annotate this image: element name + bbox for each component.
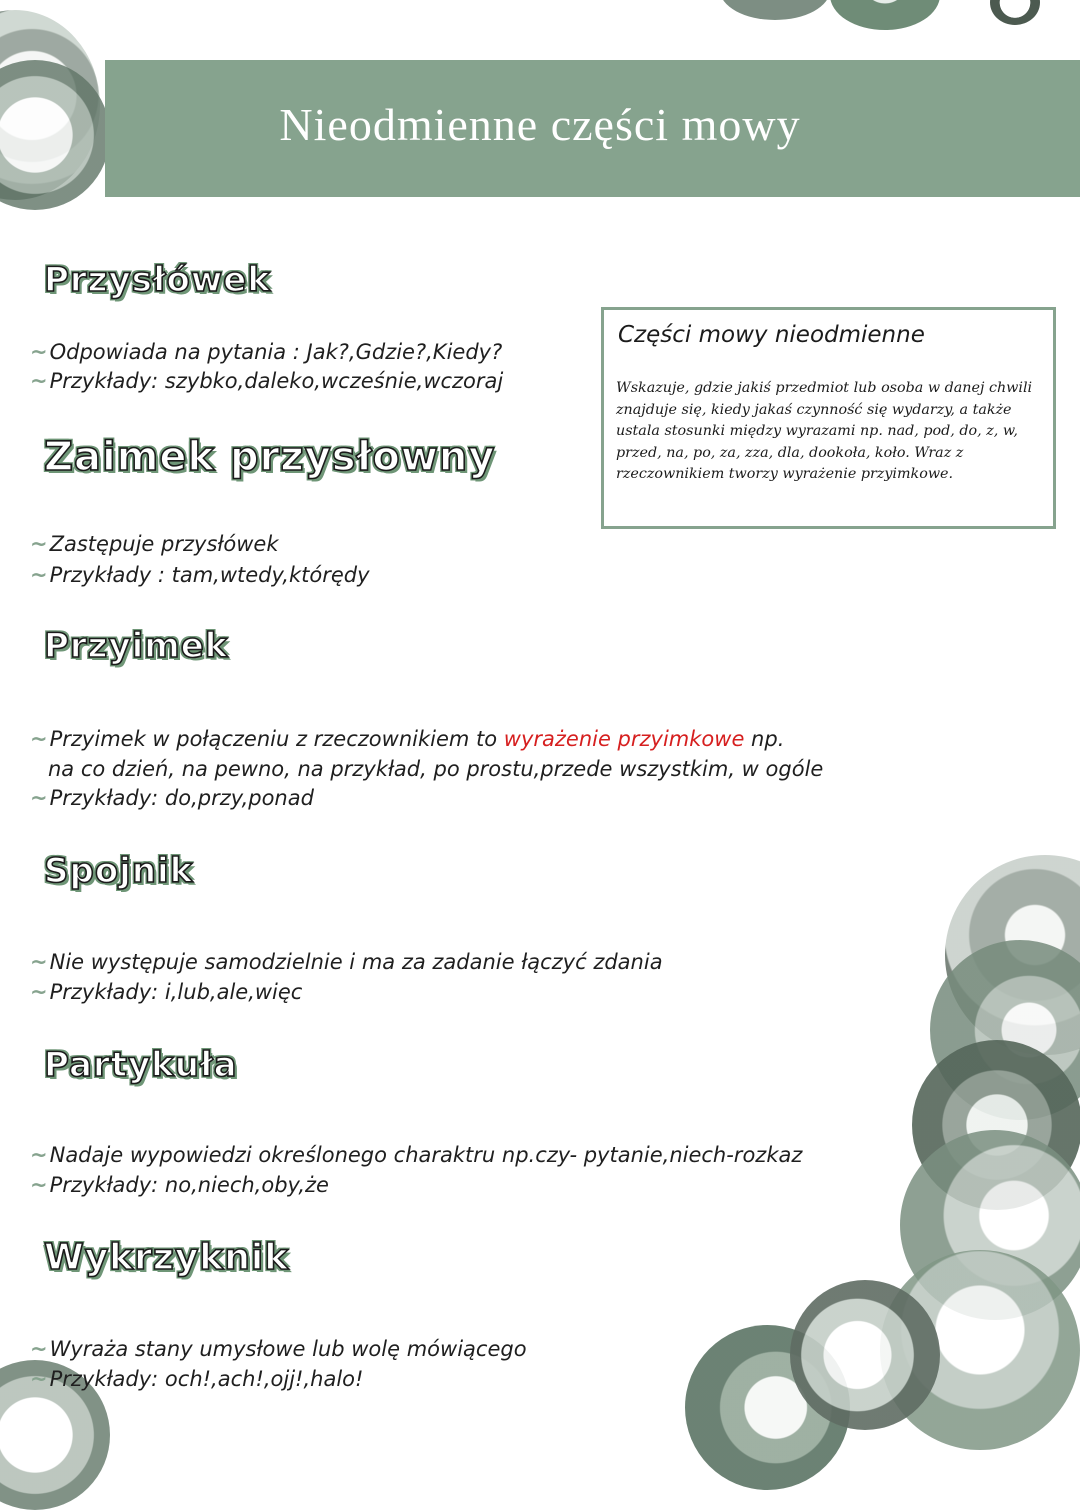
section-line-text: Wyraża stany umysłowe lub wolę mówiącego	[49, 1337, 527, 1361]
bubble-decoration	[990, 0, 1040, 25]
tilde-bullet: ~	[30, 369, 48, 393]
tilde-bullet: ~	[30, 563, 48, 587]
tilde-bullet: ~	[30, 1367, 48, 1391]
section-line	[30, 532, 279, 556]
section-line	[30, 340, 502, 364]
section-line-text: Przykłady: no,niech,oby,że	[49, 1173, 329, 1197]
section-line-text: Przykłady: och!,ach!,ojj!,halo!	[49, 1367, 364, 1391]
tilde-bullet: ~	[30, 727, 48, 751]
section-line	[30, 369, 503, 393]
section-heading-wykrzyknik: Wykrzyknik	[44, 1237, 290, 1278]
section-heading-spojnik: Spojnik	[44, 851, 194, 891]
section-line	[30, 1337, 527, 1361]
section-line	[30, 1143, 802, 1167]
page-title: Nieodmienne części mowy	[279, 99, 801, 150]
section-line-text: Przykłady: szybko,daleko,wcześnie,wczoraj	[49, 369, 504, 393]
section-line-text: np.	[744, 727, 785, 751]
section-line-text: Przykłady: i,lub,ale,więc	[49, 980, 303, 1004]
section-line-text: na co dzień, na pewno, na przykład, po prostu,przede wszystkim, w ogóle	[48, 757, 824, 781]
section-line-text: Przyimek w połączeniu z rzeczownikiem to	[49, 727, 504, 751]
info-box	[601, 307, 1056, 529]
section-line-text: Nie występuje samodzielnie i ma za zadanie łączyć zdania	[49, 950, 663, 974]
tilde-bullet: ~	[30, 1143, 48, 1167]
tilde-bullet: ~	[30, 950, 48, 974]
bubble-decoration	[830, 0, 940, 30]
section-line	[48, 757, 823, 781]
section-line	[30, 786, 314, 810]
info-box-text: Wskazuje, gdzie jakiś przedmiot lub osoba w danej chwili znajduje się, kiedy jakaś czynność się wydarzy, a także ustala stosunki między wyrazami np. nad, pod, do, z, w, przed, na, po, za, zza, dla, dookoła, koło. Wraz z rzeczownikiem tworzy wyrażenie przyimkowe.	[616, 380, 1033, 482]
section-line	[30, 1173, 329, 1197]
section-line-text: Przykłady: do,przy,ponad	[49, 786, 314, 810]
tilde-bullet: ~	[30, 1337, 48, 1361]
section-heading-przyimek: Przyimek	[44, 626, 229, 666]
section-line	[30, 950, 663, 974]
info-box-title: Części mowy nieodmienne	[618, 322, 925, 348]
tilde-bullet: ~	[30, 786, 48, 810]
section-heading-zaimek-przyslowny: Zaimek przysłowny	[44, 434, 496, 480]
section-line	[30, 727, 784, 751]
section-line-text: Zastępuje przysłówek	[49, 532, 279, 556]
section-heading-partykula: Partykuła	[44, 1045, 238, 1085]
tilde-bullet: ~	[30, 980, 48, 1004]
section-line	[30, 1367, 363, 1391]
section-line-text: Nadaje wypowiedzi określonego charaktru np.czy- pytanie,niech-rozkaz	[49, 1143, 803, 1167]
section-line-text: Przykłady : tam,wtedy,którędy	[49, 563, 370, 587]
section-line	[30, 563, 370, 587]
tilde-bullet: ~	[30, 1173, 48, 1197]
tilde-bullet: ~	[30, 340, 48, 364]
section-line	[30, 980, 302, 1004]
highlighted-term: wyrażenie przyimkowe	[503, 727, 745, 751]
bubble-decoration	[790, 1280, 940, 1430]
section-heading-przyslowek: Przysłówek	[44, 260, 271, 300]
tilde-bullet: ~	[30, 532, 48, 556]
bubble-decoration	[720, 0, 830, 20]
section-line-text: Odpowiada na pytania : Jak?,Gdzie?,Kiedy?	[49, 340, 503, 364]
